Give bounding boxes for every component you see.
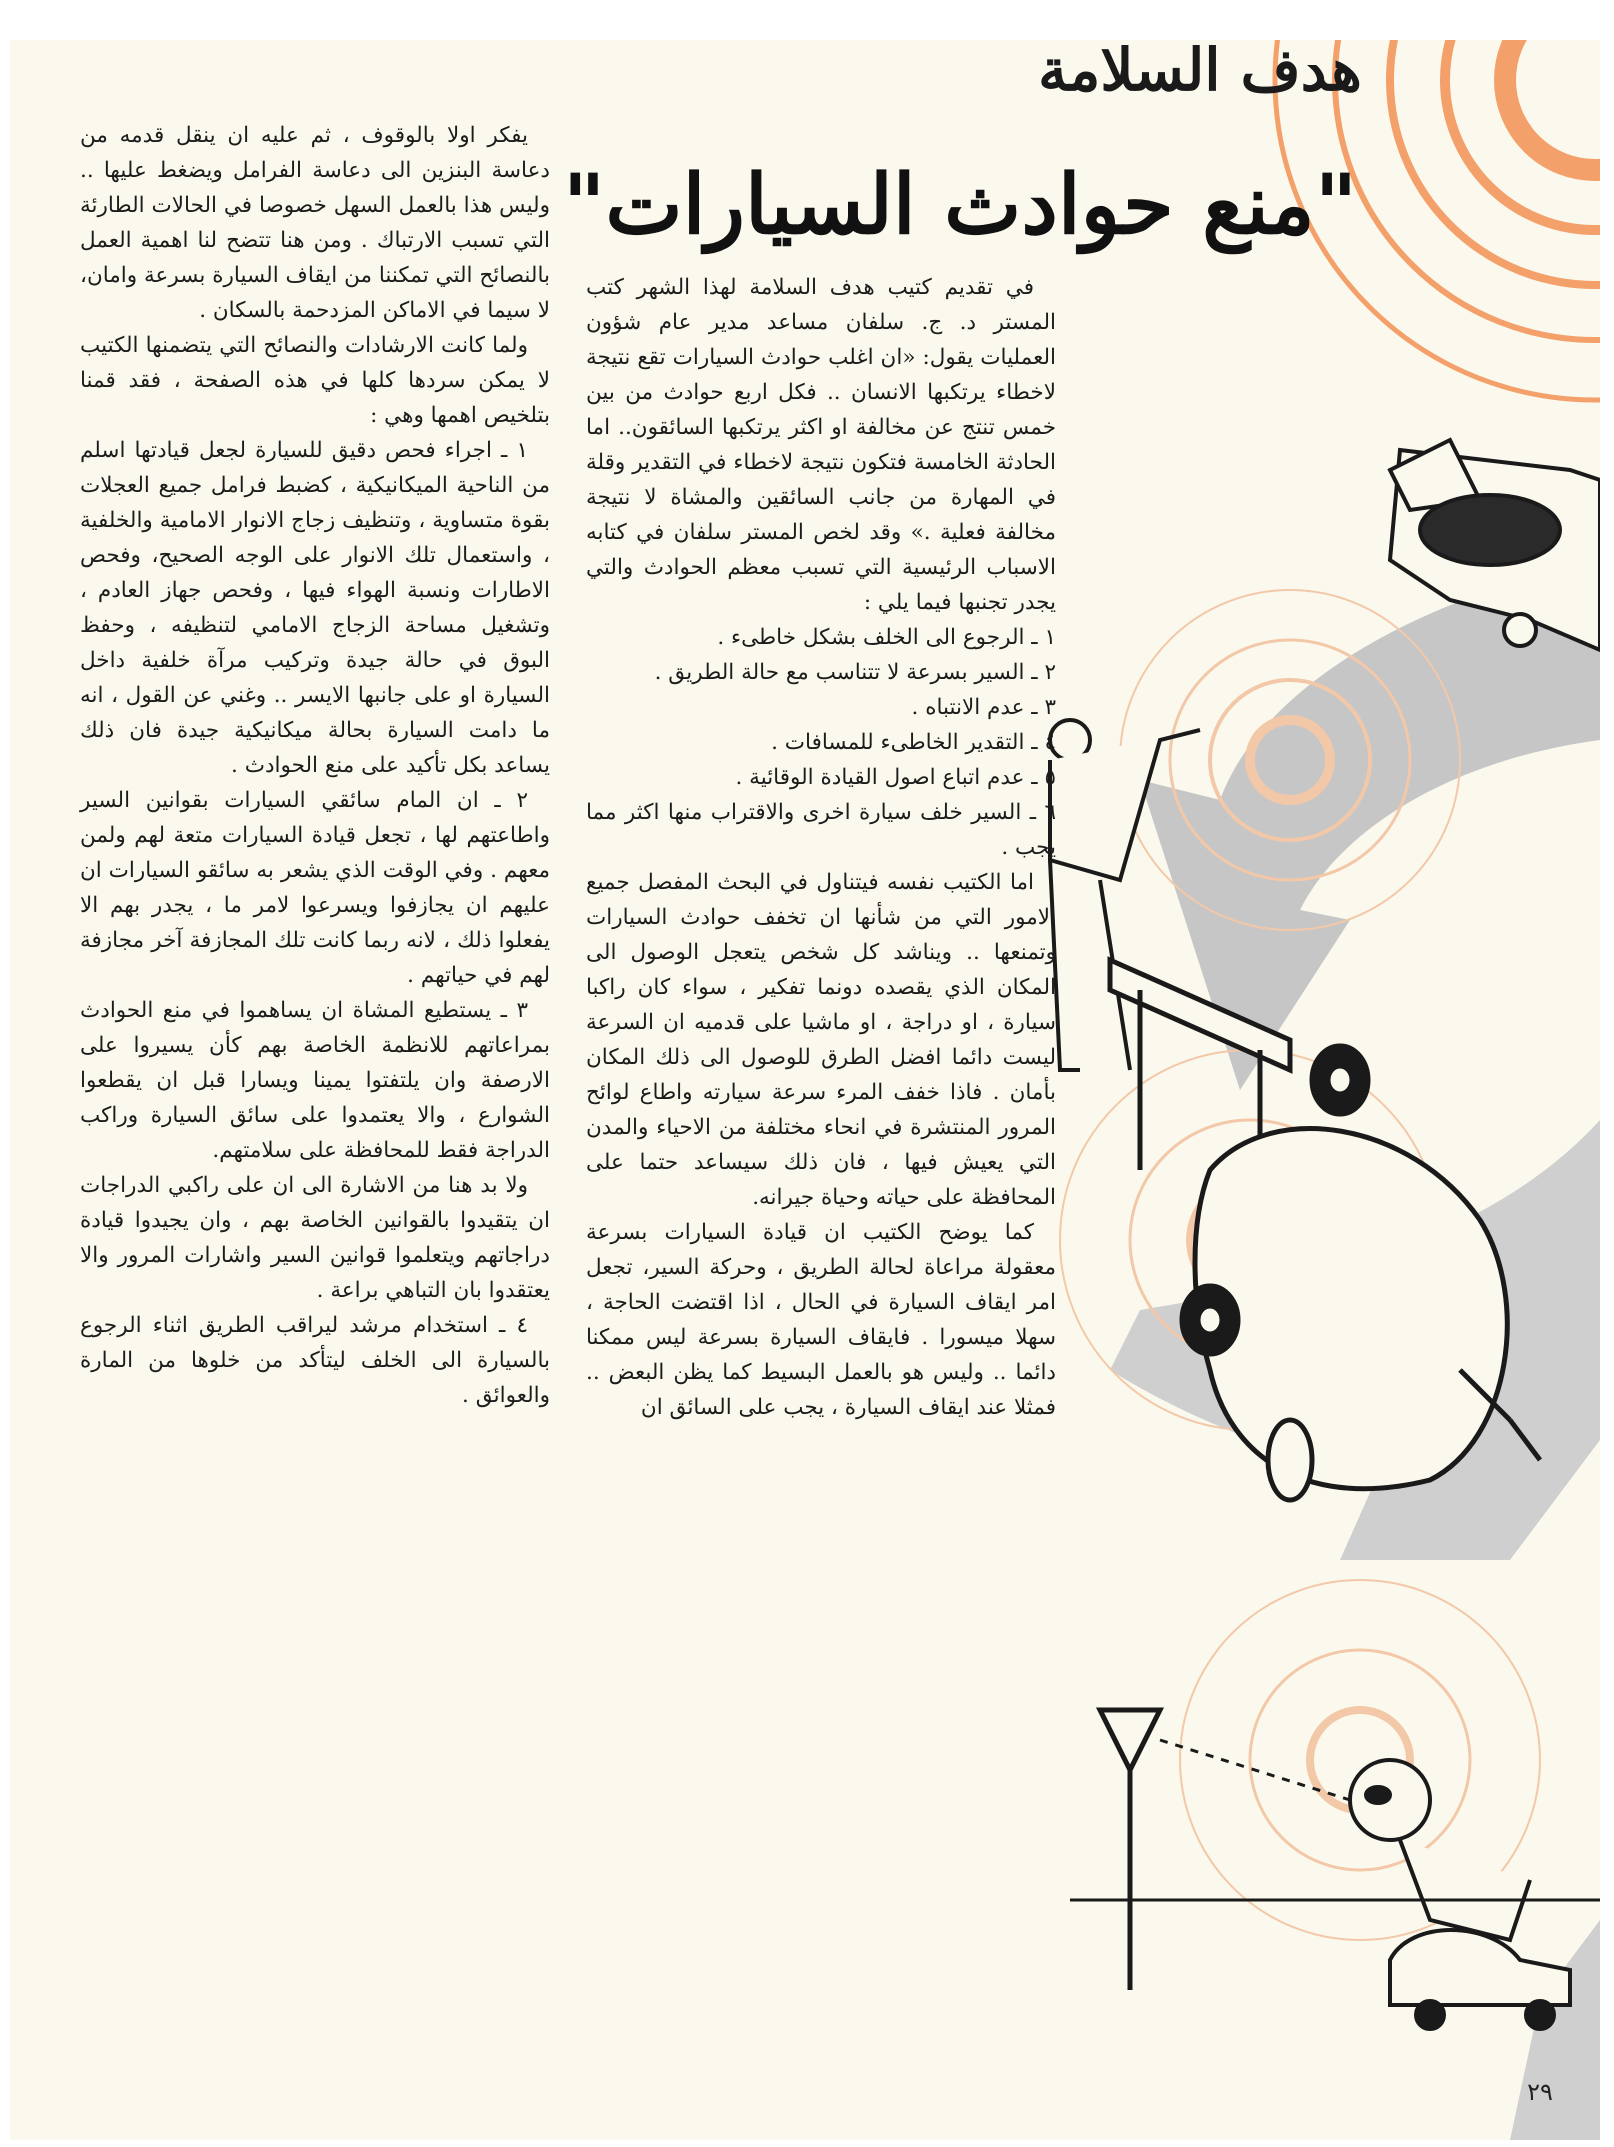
list-item: ٢ ـ السير بسرعة لا تتناسب مع حالة الطريق .	[654, 660, 1056, 685]
list-item: ٤ ـ استخدام مرشد ليراقب الطريق اثناء الرجوع بالسيارة الى الخلف ليتأكد من خلوها من المارة والعوائق .	[80, 1313, 550, 1408]
paragraph: ولا بد هنا من الاشارة الى ان على راكبي الدراجات ان يتقيدوا بالقوانين الخاصة بهم ، وان يجيدوا قيادة دراجاتهم ويتعلموا قوانين السير واشارات المرور والا يعتقدوا بان التباهي براعة .	[80, 1173, 550, 1303]
article-column-left	[80, 118, 550, 2058]
list-item: ١ ـ الرجوع الى الخلف بشكل خاطىء .	[717, 625, 1056, 650]
list-item: ٢ ـ ان المام سائقي السيارات بقوانين السير واطاعتهم لها ، تجعل قيادة السيارات متعة لهم ولمن معهم . وفي الوقت الذي يشعر به سائقو السيارات ان عليهم ان يجازفوا ويسرعوا لامر ما ، يجدر بهم الا يفعلوا ذلك ، لانه ربما كانت تلك المجازفة آخر مجازفة لهم في حياتهم .	[80, 788, 550, 988]
main-title: "منع حوادث السيارات"	[562, 157, 1358, 253]
paragraph: اما الكتيب نفسه فيتناول في البحث المفصل جميع الامور التي من شأنها ان تخفف حوادث السيارات وتمنعها .. ويناشد كل شخص يتعجل الوصول الى المكان الذي يقصده دونما تفكير ، سواء كان راكبا سيارة ، او دراجة ، او ماشيا على قدميه ان السرعة ليست دائما افضل الطرق للوصول الى ذلك المكان بأمان . فاذا خفف المرء سرعة سيارته واطاع لوائح المرور المنتشرة في انحاء مختلفة من الاحياء والمدن التي يعيش فيها ، فان ذلك سيساعد حتما على المحافظة على حياته وحياة جيرانه.	[586, 870, 1056, 1210]
section-title: هدف السلامة	[1038, 40, 1362, 100]
list-item: ٣ ـ يستطيع المشاة ان يساهموا في منع الحوادث بمراعاتهم للانظمة الخاصة بهم كأن يسيروا على الارصفة وان يلتفتوا يمينا ويسارا قبل ان يقطعوا الشوارع ، والا يعتمدوا على سائق السيارة وراكب الدراجة فقط للمحافظة على سلامتهم.	[80, 998, 550, 1163]
driver-drawing	[1350, 1760, 1530, 1940]
list-item: ٥ ـ عدم اتباع اصول القيادة الوقائية .	[735, 765, 1056, 790]
list-item: ٦ ـ السير خلف سيارة اخرى والاقتراب منها اكثر مما يجب .	[586, 800, 1056, 860]
article-column-right	[586, 270, 1056, 2070]
page-number: ٢٩	[1527, 2078, 1553, 2106]
magazine-page	[10, 40, 1600, 2140]
paragraph: ولما كانت الارشادات والنصائح التي يتضمنها الكتيب لا يمكن سردها كلها في هذه الصفحة ، فقد قمنا بتلخيص اهمها وهي :	[80, 333, 550, 428]
paragraph: يفكر اولا بالوقوف ، ثم عليه ان ينقل قدمه من دعاسة البنزين الى دعاسة الفرامل ويضغط عليها .. وليس هذا بالعمل السهل خصوصا في الحالات الطارئة التي تسبب الارتباك . ومن هنا تتضح لنا اهمية العمل بالنصائح التي تمكننا من ايقاف السيارة بسرعة وامان، لا سيما في الاماكن المزدحمة بالسكان .	[80, 123, 550, 323]
paragraph: كما يوضح الكتيب ان قيادة السيارات بسرعة معقولة مراعاة لحالة الطريق ، وحركة السير، تجعل امر ايقاف السيارة في الحال ، اذا اقتضت الحاجة ، سهلا ميسورا . فايقاف السيارة بسرعة ليس ممكنا دائما .. وليس هو بالعمل البسيط كما يظن البعض .. فمثلا عند ايقاف السيارة ، يجب على السائق ان	[586, 1220, 1056, 1420]
list-item: ٤ ـ التقدير الخاطىء للمسافات .	[771, 730, 1056, 755]
small-car-drawing	[1390, 1930, 1570, 2029]
list-item: ١ ـ اجراء فحص دقيق للسيارة لجعل قيادتها اسلم من الناحية الميكانيكية ، كضبط فرامل جميع العجلات بقوة متساوية ، وتنظيف زجاج الانوار الامامية والخلفية ، واستعمال تلك الانوار على الوجه الصحيح، وفحص الاطارات ونسبة الهواء فيها ، وفحص جهاز العادم ، وتشغيل مساحة الزجاج الامامي لتنظيفه ، وحفظ البوق في حالة جيدة وتركيب مرآة خلفية داخل السيارة او على جانبها الايسر .. وغني عن القول ، انه ما دامت السيارة بحالة ميكانيكية جيدة فان ذلك يساعد بكل تأكيد على منع الحوادث .	[80, 438, 550, 778]
paragraph: في تقديم كتيب هدف السلامة لهذا الشهر كتب المستر د. ج. سلفان مساعد مدير عام شؤون العمليات يقول: «ان اغلب حوادث السيارات تقع نتيجة لاخطاء يرتكبها الانسان .. فكل اربع حوادث من بين خمس تنتج عن مخالفة او اكثر يرتكبها السائقون.. اما الحادثة الخامسة فتكون نتيجة لاخطاء في التقدير وقلة في المهارة من جانب السائقين والمشاة لا نتيجة مخالفة فعلية .» وقد لخص المستر سلفان في كتابه الاسباب الرئيسية التي تسبب معظم الحوادث والتي يجدر تجنبها فيما يلي :	[586, 275, 1056, 615]
list-item: ٣ ـ عدم الانتباه .	[911, 695, 1056, 720]
